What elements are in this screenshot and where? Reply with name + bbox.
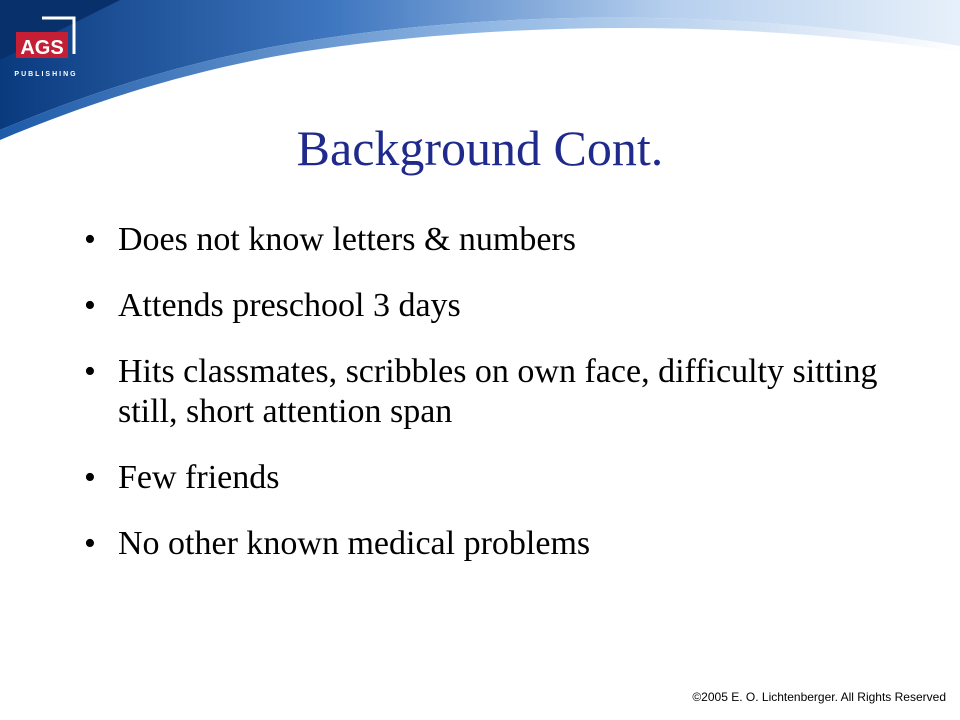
bullet-icon: •: [84, 459, 96, 496]
bullet-item: [84, 458, 924, 498]
logo-subtitle: PUBLISHING: [14, 71, 78, 78]
bullet-icon: •: [84, 353, 96, 390]
bullet-text: Does not know letters & numbers: [118, 221, 576, 258]
bullet-text: No other known medical problems: [118, 525, 591, 562]
bullet-icon: •: [84, 221, 96, 258]
bullet-list: [84, 220, 924, 590]
bullet-item: [84, 352, 924, 432]
bullet-icon: •: [84, 287, 96, 324]
copyright-footer: ©2005 E. O. Lichtenberger. All Rights Reserved: [692, 690, 946, 704]
bullet-icon: •: [84, 525, 96, 562]
slide-title: Background Cont.: [296, 120, 664, 176]
bullet-item: [84, 286, 924, 326]
bullet-text: Hits classmates, scribbles on own face, difficulty sitting still, short attention span: [118, 353, 878, 430]
logo-name: AGS: [20, 37, 64, 59]
bullet-text: Few friends: [118, 459, 280, 496]
ags-logo: [12, 14, 84, 82]
bullet-item: [84, 220, 924, 260]
bullet-text: Attends preschool 3 days: [118, 287, 461, 324]
bullet-item: [84, 524, 924, 564]
